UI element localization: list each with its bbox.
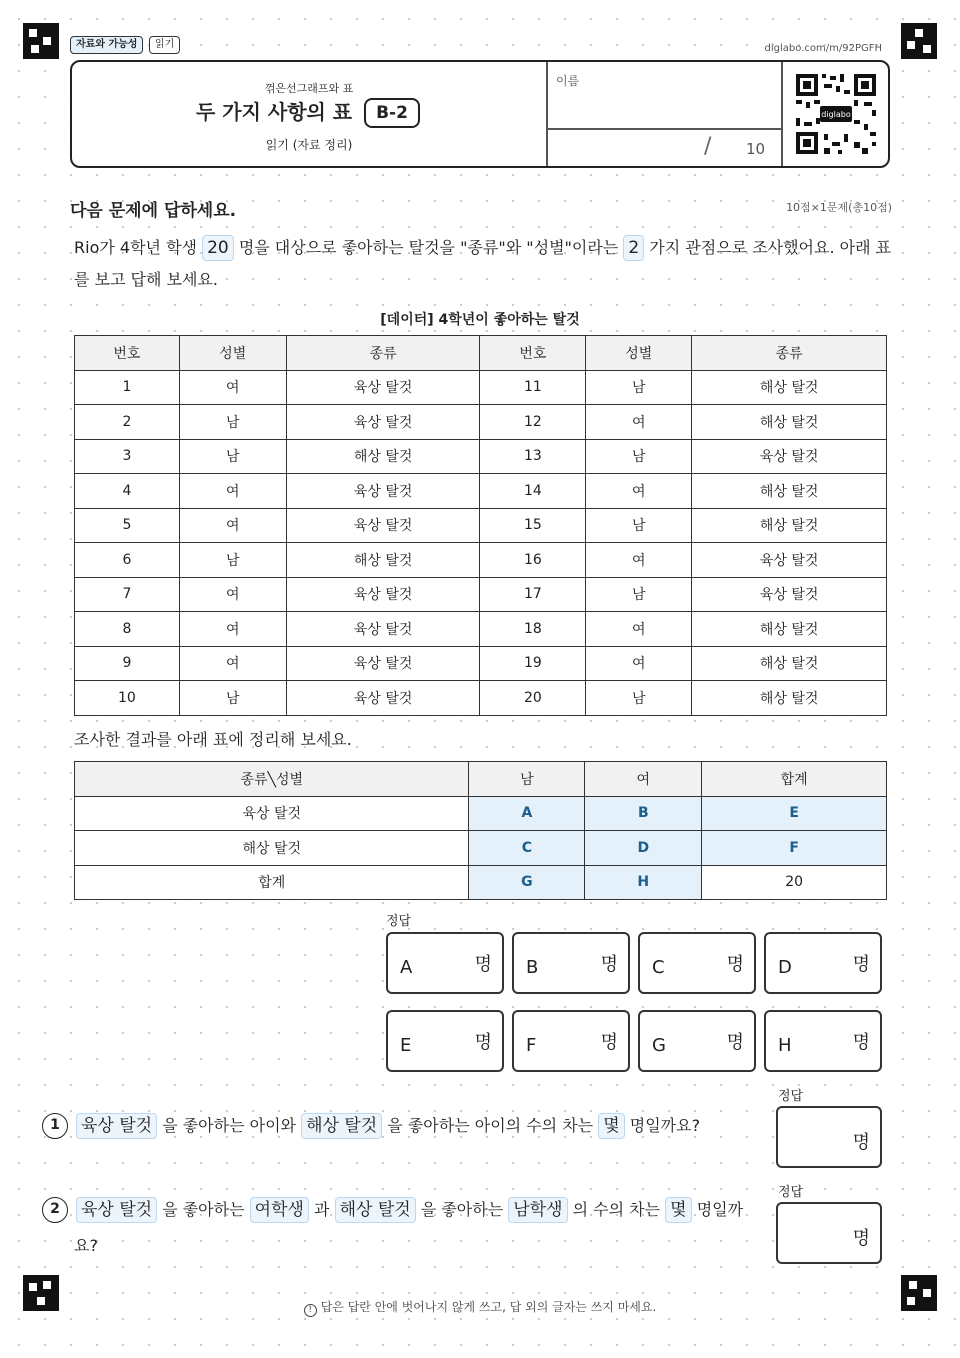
data-table-cell: 육상 탈것: [692, 439, 887, 474]
data-table-cell: 해상 탈것: [692, 474, 887, 509]
data-table-cell: 육상 탈것: [286, 474, 480, 509]
worksheet-title: 두 가지 사항의 표: [196, 100, 353, 124]
answer-box-d[interactable]: [764, 932, 882, 994]
answer-letter: H: [778, 1035, 792, 1056]
answer-letter: A: [400, 957, 413, 978]
data-table-title: [데이터] 4학년이 좋아하는 탈것: [380, 312, 580, 328]
blank-cell-g: G: [469, 865, 585, 900]
data-table-cell: 10: [75, 681, 180, 716]
unit-label: 명: [474, 1032, 492, 1053]
problem-text-part: Rio가 4학년 학생: [74, 238, 197, 257]
data-table-cell: 해상 탈것: [286, 543, 480, 578]
worksheet-code: B-2: [364, 98, 420, 128]
data-table-row: [75, 439, 887, 474]
summary-header-row: [75, 762, 887, 797]
highlight-term: 육상 탈것: [76, 1197, 157, 1223]
data-table-cell: 12: [480, 405, 586, 440]
page-url: diglabo.com/m/92PGFH: [764, 43, 882, 54]
data-table-cell: 남: [179, 681, 286, 716]
column-header: 성별: [179, 336, 286, 371]
row-header: 해상 탈것: [75, 831, 469, 866]
data-table-cell: 여: [179, 474, 286, 509]
data-table-row: [75, 370, 887, 405]
highlight-term: 해상 탈것: [301, 1113, 382, 1139]
name-field-label: 이름: [556, 74, 580, 88]
blank-cell-h: H: [585, 865, 702, 900]
column-header: 번호: [75, 336, 180, 371]
question-2-text-continued: 요?: [74, 1236, 98, 1255]
answer-box-f[interactable]: [512, 1010, 630, 1072]
data-table-cell: 남: [179, 439, 286, 474]
blank-cell-e: E: [702, 796, 887, 831]
data-table-cell: 여: [586, 474, 692, 509]
answer-box-a[interactable]: [386, 932, 504, 994]
data-table-cell: 6: [75, 543, 180, 578]
question-2-answer-box[interactable]: [776, 1202, 882, 1264]
worksheet-reading-label: 읽기 (자료 정리): [265, 138, 353, 152]
question-number: 1: [42, 1113, 68, 1139]
unit-label: 명: [726, 1032, 744, 1053]
data-table-cell: 육상 탈것: [286, 405, 480, 440]
answer-box-e[interactable]: [386, 1010, 504, 1072]
subject-tag: 자료와 가능성: [70, 36, 143, 54]
question-text-part: 을 좋아하는 아이와: [162, 1116, 297, 1135]
instructions-title: 다음 문제에 답하세요.: [70, 201, 237, 221]
row-header: 육상 탈것: [75, 796, 469, 831]
summary-row: [75, 796, 887, 831]
data-table-cell: 남: [179, 405, 286, 440]
column-header: 번호: [480, 336, 586, 371]
data-table-cell: 해상 탈것: [692, 370, 887, 405]
question-text-part: 을 좋아하는: [420, 1200, 504, 1219]
column-header: 종류: [286, 336, 480, 371]
answer-box-h[interactable]: [764, 1010, 882, 1072]
highlight-term: 육상 탈것: [76, 1113, 157, 1139]
question-text-part: 명일까: [696, 1200, 744, 1219]
data-table-cell: 해상 탈것: [692, 612, 887, 647]
student-count-box: 20: [202, 235, 234, 261]
data-table-cell: 7: [75, 577, 180, 612]
footer-note: [0, 1298, 960, 1317]
data-table-cell: 여: [179, 508, 286, 543]
data-table-cell: 육상 탈것: [286, 646, 480, 681]
question-text-part: 을 좋아하는 아이의 수의 차는: [387, 1116, 594, 1135]
data-table-cell: 해상 탈것: [692, 681, 887, 716]
data-table-row: [75, 405, 887, 440]
row-header: 합계: [75, 865, 469, 900]
answer-letter: G: [652, 1035, 666, 1056]
footer-text: 답은 답란 안에 벗어나지 않게 쓰고, 답 외의 글자는 쓰지 마세요.: [320, 1300, 657, 1314]
data-table-row: [75, 508, 887, 543]
summary-instruction: 조사한 결과를 아래 표에 정리해 보세요.: [74, 730, 352, 749]
data-table-cell: 육상 탈것: [286, 370, 480, 405]
qr-code-icon: [794, 72, 878, 156]
unit-label: 명: [726, 954, 744, 975]
answer-label: 정답: [386, 914, 412, 929]
question-text-part: 명일까요?: [629, 1116, 701, 1135]
data-table-row: [75, 474, 887, 509]
data-table-cell: 19: [480, 646, 586, 681]
data-table-cell: 20: [480, 681, 586, 716]
question-1-text: [42, 1109, 762, 1143]
data-table: [74, 335, 887, 716]
data-table-row: [75, 646, 887, 681]
corner-marker-top-left: [23, 23, 59, 59]
qr-logo-text: diglabo: [821, 110, 851, 119]
answer-label: 정답: [778, 1089, 804, 1104]
data-table-cell: 남: [179, 543, 286, 578]
data-table-cell: 여: [586, 612, 692, 647]
column-header: 남: [469, 762, 585, 797]
answer-letter: C: [652, 957, 665, 978]
column-header: 종류: [692, 336, 887, 371]
type-tag: 읽기: [149, 36, 180, 54]
problem-text-part: 명을 대상으로 좋아하는 탈것을 "종류"와 "성별"이라는: [238, 238, 619, 257]
data-table-cell: 해상 탈것: [286, 439, 480, 474]
question-text-part: 의 수의 차는: [572, 1200, 661, 1219]
data-table-cell: 해상 탈것: [692, 405, 887, 440]
data-table-cell: 해상 탈것: [692, 508, 887, 543]
highlight-term: 몇: [665, 1197, 691, 1223]
data-table-cell: 육상 탈것: [692, 543, 887, 578]
data-table-cell: 17: [480, 577, 586, 612]
answer-label: 정답: [778, 1185, 804, 1200]
unit-label: 명: [852, 954, 870, 975]
data-table-cell: 육상 탈것: [286, 508, 480, 543]
score-slash: /: [704, 134, 712, 159]
data-table-row: [75, 543, 887, 578]
data-table-cell: 여: [179, 646, 286, 681]
data-table-cell: 8: [75, 612, 180, 647]
data-table-cell: 육상 탈것: [286, 681, 480, 716]
blank-cell-d: D: [585, 831, 702, 866]
answer-box-c[interactable]: [638, 932, 756, 994]
header-divider: [546, 62, 548, 166]
blank-cell-f: F: [702, 831, 887, 866]
score-total: 10: [746, 140, 766, 158]
header-divider: [546, 128, 782, 130]
unit-label: 명: [852, 1132, 870, 1153]
highlight-term: 해상 탈것: [335, 1197, 416, 1223]
worksheet-header: [70, 60, 890, 168]
data-table-cell: 남: [586, 577, 692, 612]
data-table-cell: 15: [480, 508, 586, 543]
data-table-cell: 남: [586, 508, 692, 543]
data-table-cell: 여: [586, 646, 692, 681]
data-table-cell: 2: [75, 405, 180, 440]
data-table-row: [75, 681, 887, 716]
data-table-header-row: [75, 336, 887, 371]
question-text-part: 을 좋아하는: [162, 1200, 245, 1219]
highlight-term: 여학생: [250, 1197, 309, 1223]
problem-text-part: 가지 관점으로 조사했어요. 아래 표: [649, 238, 892, 257]
data-table-cell: 13: [480, 439, 586, 474]
data-table-cell: 18: [480, 612, 586, 647]
answer-letter: F: [526, 1035, 537, 1056]
column-header: 여: [585, 762, 702, 797]
data-table-row: [75, 577, 887, 612]
unit-label: 명: [600, 1032, 618, 1053]
data-table-cell: 여: [179, 370, 286, 405]
question-number: 2: [42, 1197, 68, 1223]
answer-letter: E: [400, 1035, 412, 1056]
question-text-part: 과: [314, 1200, 330, 1219]
column-header: 성별: [586, 336, 692, 371]
highlight-term: 몇: [598, 1113, 624, 1139]
corner-marker-top-right: [901, 23, 937, 59]
data-table-cell: 여: [179, 577, 286, 612]
answer-box-b[interactable]: [512, 932, 630, 994]
summary-row: [75, 865, 887, 900]
warning-icon: !: [304, 1304, 317, 1317]
answer-letter: D: [778, 957, 792, 978]
unit-label: 명: [852, 1228, 870, 1249]
data-table-row: [75, 612, 887, 647]
data-table-cell: 남: [586, 681, 692, 716]
data-table-cell: 육상 탈것: [286, 577, 480, 612]
blank-cell-c: C: [469, 831, 585, 866]
highlight-term: 남학생: [508, 1197, 567, 1223]
data-table-cell: 여: [586, 543, 692, 578]
data-table-cell: 육상 탈것: [286, 612, 480, 647]
answer-letter: B: [526, 957, 539, 978]
summary-row: [75, 831, 887, 866]
data-table-cell: 여: [586, 405, 692, 440]
answer-box-g[interactable]: [638, 1010, 756, 1072]
data-table-cell: 남: [586, 439, 692, 474]
unit-label: 명: [474, 954, 492, 975]
data-table-cell: 1: [75, 370, 180, 405]
problem-text: [74, 232, 894, 296]
data-table-cell: 육상 탈것: [692, 577, 887, 612]
header-divider: [781, 62, 783, 166]
column-header: 합계: [702, 762, 887, 797]
data-table-cell: 16: [480, 543, 586, 578]
summary-table: [74, 761, 887, 900]
data-table-cell: 9: [75, 646, 180, 681]
summary-corner-header: 종류╲성별: [75, 762, 469, 797]
question-1-answer-box[interactable]: [776, 1106, 882, 1168]
data-table-cell: 3: [75, 439, 180, 474]
worksheet-subtitle: 꺾은선그래프와 표: [264, 82, 354, 95]
data-table-cell: 4: [75, 474, 180, 509]
data-table-cell: 여: [179, 612, 286, 647]
data-table-cell: 5: [75, 508, 180, 543]
blank-cell-a: A: [469, 796, 585, 831]
data-table-cell: 14: [480, 474, 586, 509]
points-label: 10점×1문제(총10점): [786, 201, 892, 214]
aspect-count-box: 2: [623, 235, 644, 261]
grand-total-cell: 20: [702, 865, 887, 900]
unit-label: 명: [600, 954, 618, 975]
data-table-cell: 해상 탈것: [692, 646, 887, 681]
data-table-cell: 남: [586, 370, 692, 405]
unit-label: 명: [852, 1032, 870, 1053]
question-2-text: [42, 1193, 762, 1227]
blank-cell-b: B: [585, 796, 702, 831]
problem-text-part: 를 보고 답해 보세요.: [74, 270, 218, 289]
data-table-cell: 11: [480, 370, 586, 405]
